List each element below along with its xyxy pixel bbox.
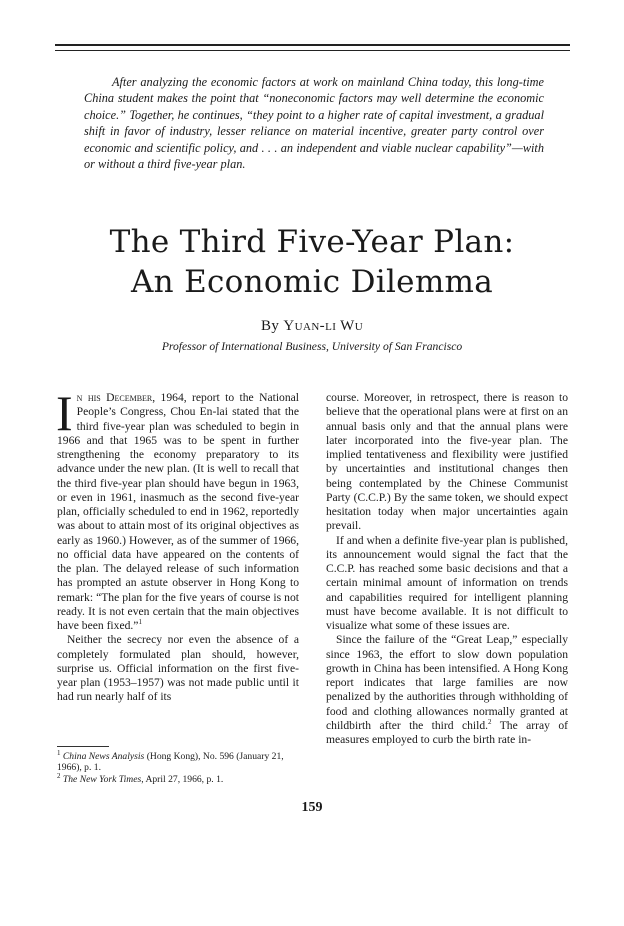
- paragraph-text: , 1964, report to the National People’s Congress, Chou En-lai stated that the third five-year plan was scheduled to begin in 1966 and that 1965 was to be spent in further strengthening the economy preparatory to its advance under the new plan. (It is well to recall that the third five-year plan should have begun in 1963, or even in 1961, inasmuch as the second five-year plan, officially scheduled to end in 1962, reportedly was about to attain most of its original objectives as early as 1960.) However, as of the summer of 1966, no official data have appeared on the contents of the plan. The delayed release of such information has prompted an astute observer in Hong Kong to remark: “The plan for the five years of course is not ready. It is not even certain that the main objectives have been fixed.”: [57, 391, 299, 632]
- paragraph: Neither the secrecy nor even the absence of a completely formulated plan should, however, surprise us. Official information on the first five-year plan (1953–1957) was not made public until it had run nearly half of its: [57, 633, 299, 704]
- paragraph: [56, 385, 299, 633]
- footnote-ref: 1: [138, 618, 142, 627]
- author-name: Yuan-li Wu: [283, 318, 364, 334]
- footnote-number: 2: [57, 771, 61, 780]
- footnote: [57, 771, 299, 785]
- footnotes: [57, 748, 299, 785]
- author-affiliation: Professor of International Business, University of San Francisco: [161, 340, 463, 353]
- paragraph-text: The array of measures employed to curb the birth rate in-: [326, 718, 568, 746]
- paragraph: If and when a definite five-year plan is published, its announcement would signal the fact that the C.C.P. has reached some basic decisions and that a certain minimal amount of information on trends and capabilities required for intelligent planning must have become available. It is not difficult to visualize what some of these issues are.: [326, 533, 568, 632]
- footnote-number: 1: [57, 748, 61, 757]
- byline-prefix: By: [260, 318, 280, 334]
- footnote-rule: [57, 746, 109, 747]
- footnote-detail: , April 27, 1966, p. 1.: [141, 773, 224, 785]
- page-number: 159: [301, 800, 323, 815]
- paragraph: course. Moreover, in retrospect, there is reason to believe that the operational plans were at first on an annual basis only and that the annual plans were later incorporated into the five-year plan. The implied tentativeness and flexibility were justified by uncertainties and institutional changes then being contemplated by the Chinese Communist Party (C.C.P.) By the same token, we should expect hesitation today when major uncertainties again prevail.: [326, 391, 568, 533]
- footnote-source: China News Analysis: [62, 751, 145, 762]
- article-title-line-2: An Economic Dilemma: [130, 264, 494, 300]
- footnote: [57, 748, 299, 774]
- footnote-ref: 2: [488, 717, 492, 726]
- drop-cap: I: [56, 385, 73, 441]
- footnote-detail: (Hong Kong), No. 596 (January 21, 1966), p. 1.: [57, 751, 284, 774]
- byline: [0, 318, 624, 335]
- opening-smallcaps: n his December: [76, 391, 153, 404]
- article-abstract: After analyzing the economic factors at work on mainland China today, this long-time China student makes the point that “noneconomic factors may well determine the economic choice.” Together, he continues, “they point to a higher rate of capital investment, a gradual shift in favor of industry, lesser reliance on material incentive, greater party control over economic and scientific policy, and . . . an independent and viable nuclear capability”—with or without a third five-year plan.: [84, 75, 544, 172]
- article-title-line-1: The Third Five-Year Plan:: [109, 224, 515, 260]
- footnote-source: The New York Times: [62, 773, 142, 785]
- header-rule-bottom: [55, 50, 570, 51]
- body-column-left: [56, 385, 299, 705]
- body-column-right: [326, 391, 568, 747]
- header-rule-top: [55, 44, 570, 46]
- paragraph-text: Since the failure of the “Great Leap,” especially since 1963, the effort to slow down population growth in China has been intensified. A Hong Kong report indicates that large families are now penalized by the authorities through withholding of food and clothing allowances normally granted at childbirth after the third child.: [326, 633, 568, 732]
- paragraph: [326, 633, 568, 747]
